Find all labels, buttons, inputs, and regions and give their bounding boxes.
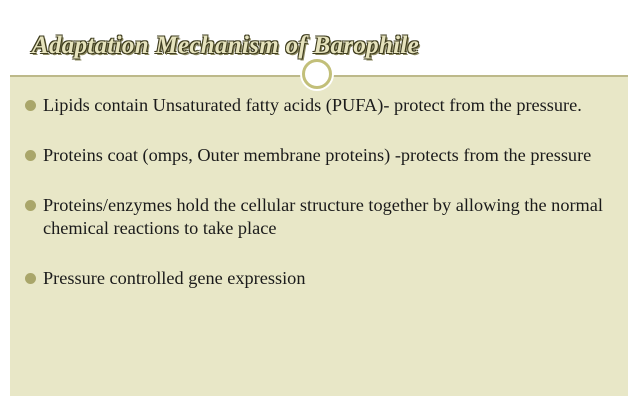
bullet-item-gene-expression [23, 267, 613, 290]
ring-ornament [302, 59, 332, 89]
slide-title: Adaptation Mechanism of Barophile [32, 32, 420, 59]
bullet-list [23, 94, 613, 290]
bullet-text: Proteins/enzymes hold the cellular structure together by allowing the normal chemical reactions to take place [43, 195, 603, 238]
bullet-text: Pressure controlled gene expression [43, 268, 306, 288]
bullet-icon [25, 100, 36, 111]
bullet-icon [25, 200, 36, 211]
bullet-item-lipids [23, 94, 613, 117]
bullet-text: Lipids contain Unsaturated fatty acids (PUFA)- protect from the pressure. [43, 95, 582, 115]
bullet-icon [25, 150, 36, 161]
bullet-text: Proteins coat (omps, Outer membrane proteins) -protects from the pressure [43, 145, 592, 165]
bullet-icon [25, 273, 36, 284]
bullet-item-proteins-coat [23, 144, 613, 167]
bullet-item-enzymes [23, 194, 613, 240]
